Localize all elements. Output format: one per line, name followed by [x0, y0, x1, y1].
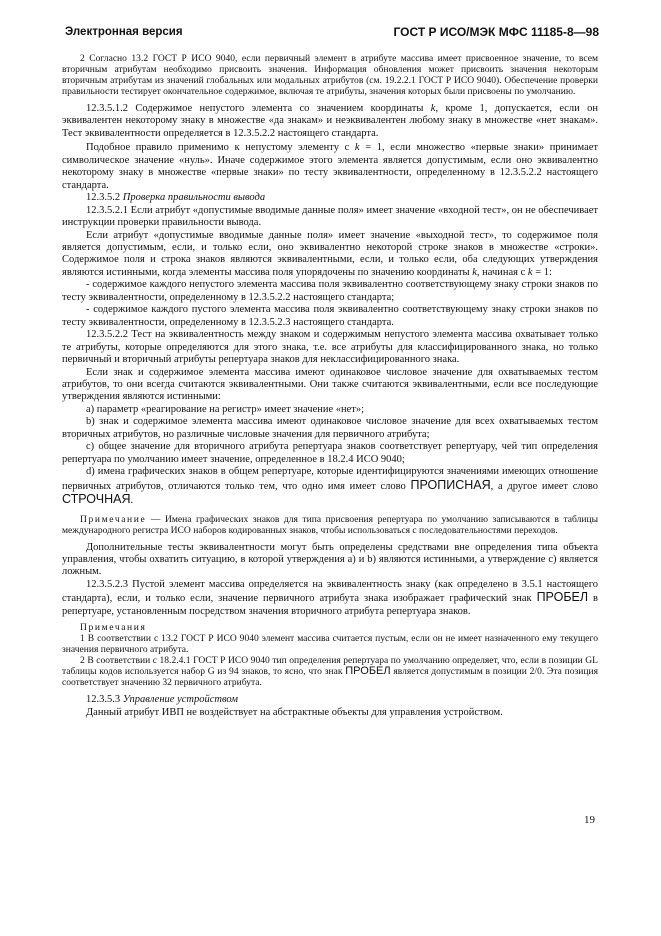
body-paragraph	[62, 142, 598, 192]
glyph-name-word: ПРОБЕЛ	[345, 665, 391, 678]
note-item-1: 1 В соответствии с 13.2 ГОСТ Р ИСО 9040 элемент массива считается пустым, если он не имеет назначенного ему текущего значения первичного атрибута.	[62, 633, 598, 656]
variable-k: k	[354, 142, 360, 154]
text-run: d) имена графических знаков в общем репертуаре, которые идентифицируются значениями имеющих отношение первичных атрибутов, отличаются только тем, что одно имя имеет слово	[62, 466, 598, 492]
text-run: , а другое имеет слово	[490, 480, 598, 492]
text-run: 2 В соответствии с 18.2.4.1 ГОСТ Р ИСО 9040 тип определения репертуара по умолчанию определяет, что, если в позиции GL таблицы кодов используется набор G из 94 знаков, то ясно, что знак	[62, 655, 598, 678]
section-number: 12.3.5.3	[86, 694, 123, 706]
note-paragraph	[62, 514, 598, 536]
glyph-name-word: ПРОБЕЛ	[536, 590, 589, 605]
section-heading-12-3-5-2	[62, 192, 598, 204]
list-item-a: a) параметр «реагирование на регистр» имеет значение «нет»;	[86, 403, 365, 415]
list-item-b: b) знак и содержимое элемента массива имеют одинаковое числовое значение для всех охватываемых тестом вторичных атрибутов, но различные числовые значения для первичного атрибута;	[62, 416, 598, 440]
text-run: , начиная с	[476, 266, 528, 278]
text-run: Если атрибут «допустимые вводимые данные поля» имеет значение «выходной тест», то содержимое поля является допустимым, если, и только если, оно эквивалентно некоторой строке знаков в множестве «строки». Содержимое поля и строка знаков являются эквивалентными, если, и только если, оба следующих утверждения являются истинными, когда элементы массива поля упорядочены по значению координаты	[62, 229, 598, 278]
glyph-name-word: ПРОПИСНАЯ	[410, 477, 491, 492]
text-run: .	[130, 495, 134, 507]
note-label: Примечание	[80, 513, 147, 525]
header-standard-code: ГОСТ Р ИСО/МЭК МФС 11185-8—98	[393, 25, 599, 39]
body-paragraph: Данный атрибут ИВП не воздействует на абстрактные объекты для управления устройством.	[86, 706, 503, 718]
section-heading-12-3-5-3	[62, 694, 598, 706]
note-item-2	[62, 655, 598, 688]
notes-label: Примечания	[80, 622, 147, 634]
note-paragraph: 2 Согласно 13.2 ГОСТ Р ИСО 9040, если первичный элемент в атрибуте массива имеет присвоенное значение, то всем вторичным атрибутам необходимо присвоить значения. Информация обновления может присвоить значения некоторым вторичным атрибутам из значений глобальных или модальных атрибутов (см. 19.2.2.1 ГОСТ Р ИСО 9040). Обеспечение проверки правильности тестирует окончательное содержимое, включая те атрибуты, значения которых были присвоены по умолчанию.	[62, 53, 598, 97]
list-item: - содержимое каждого непустого элемента массива поля эквивалентно соответствующему знаку строки знаков по тесту эквивалентности, определенному в 12.3.5.2.2 настоящего стандарта;	[62, 279, 598, 303]
variable-k: k	[472, 266, 477, 278]
text-run: — Имена графических знаков для типа присвоения репертуара по умолчанию записываются в таблицы международного регистра ИСО наборов кодированных знаков, чтобы использоваться с последовательностями переходов.	[62, 513, 598, 536]
variable-k: k	[430, 103, 436, 114]
body-paragraph: Если знак и содержимое элемента массива имеют одинаковое числовое значение для охватываемых тестом атрибутов, то они всегда считаются эквивалентными. Они также считаются эквивалентными, если все последующие утверждения являются истинными:	[62, 366, 598, 403]
clause-12-3-5-2-2: 12.3.5.2.2 Тест на эквивалентность между знаком и содержимым непустого элемента массива охватывает только те атрибуты, которые определяются для этого знака, т.е. все атрибуты для классифицированного знака, но только первичный и вторичный атрибуты репертуара знаков для неклассифицированного знака.	[62, 329, 598, 366]
text-run: = 1:	[532, 266, 552, 278]
list-item-d	[62, 466, 598, 507]
clause-12-3-5-2-3	[62, 579, 598, 618]
text-run: , кроме 1, допускается, если он эквивалентен некоторому знаку в множестве «да знакам» и неэквивалентен любому знаку в множестве «нет знакам». Тест эквивалентности определяется в 12.3.5.2.2 настоящего стандарта.	[62, 103, 598, 139]
list-item-c: c) общее значение для вторичного атрибута репертуара знаков соответствует репертуару, чей тип определения репертуара по умолчанию имеет значение, определенное в 18.2.4 ИСО 9040;	[62, 441, 598, 465]
list-item: - содержимое каждого пустого элемента массива поля эквивалентно соответствующему знаку строки знаков по тесту эквивалентности, определенному в 12.3.5.2.3 настоящего стандарта.	[62, 304, 598, 328]
page-number: 19	[584, 814, 595, 826]
text-run: Подобное правило применимо к непустому элементу с	[86, 142, 355, 154]
section-number: 12.3.5.2	[86, 192, 123, 204]
body-paragraph	[62, 230, 598, 280]
body-paragraph: Дополнительные тесты эквивалентности могут быть определены средствами вне определения типа объекта управления, чтобы охватить ситуацию, в которой утверждения a) и b) являются истинными, а утверждение c) является ложным.	[62, 541, 598, 578]
header-electronic-version: Электронная версия	[65, 26, 183, 38]
text-run: является допустимым в позиции 2/0. Эта позиция соответствует значению 32 первичного атрибута.	[62, 666, 598, 689]
text-run: = 1, если множество «первые знаки» принимает символическое значение «нуль». Иначе содержимое этого элемента является допустимым, если оно эквивалентно некоторому знаку в множестве «первые знаки» по тесту эквивалентности, определенному в 12.3.5.2.2 настоящего стандарта.	[62, 142, 598, 191]
clause-12-3-5-2-1: 12.3.5.2.1 Если атрибут «допустимые вводимые данные поля» имеет значение «входной тест», он не обеспечивает инструкции проверки правильности вывода.	[62, 204, 598, 229]
variable-k: k	[527, 266, 533, 278]
text-run: 12.3.5.1.2 Содержимое непустого элемента со значением координаты	[86, 103, 431, 114]
section-title: Управление устройством	[122, 694, 238, 706]
clause-12-3-5-1-2	[62, 103, 598, 140]
document-body	[62, 53, 598, 719]
text-run: 12.3.5.2.3 Пустой элемент массива определяется на эквивалентность знаку (как определено в 3.5.1 настоящего стандарта), если, и только если, значение первичного атрибута знака изображает графический знак	[62, 578, 598, 605]
notes-heading	[62, 622, 598, 633]
glyph-name-word: СТРОЧНАЯ	[62, 492, 131, 507]
text-run: в репертуаре, установленным посредством значения вторичного атрибута репертуара знаков.	[62, 593, 598, 617]
section-title: Проверка правильности вывода	[122, 192, 266, 204]
